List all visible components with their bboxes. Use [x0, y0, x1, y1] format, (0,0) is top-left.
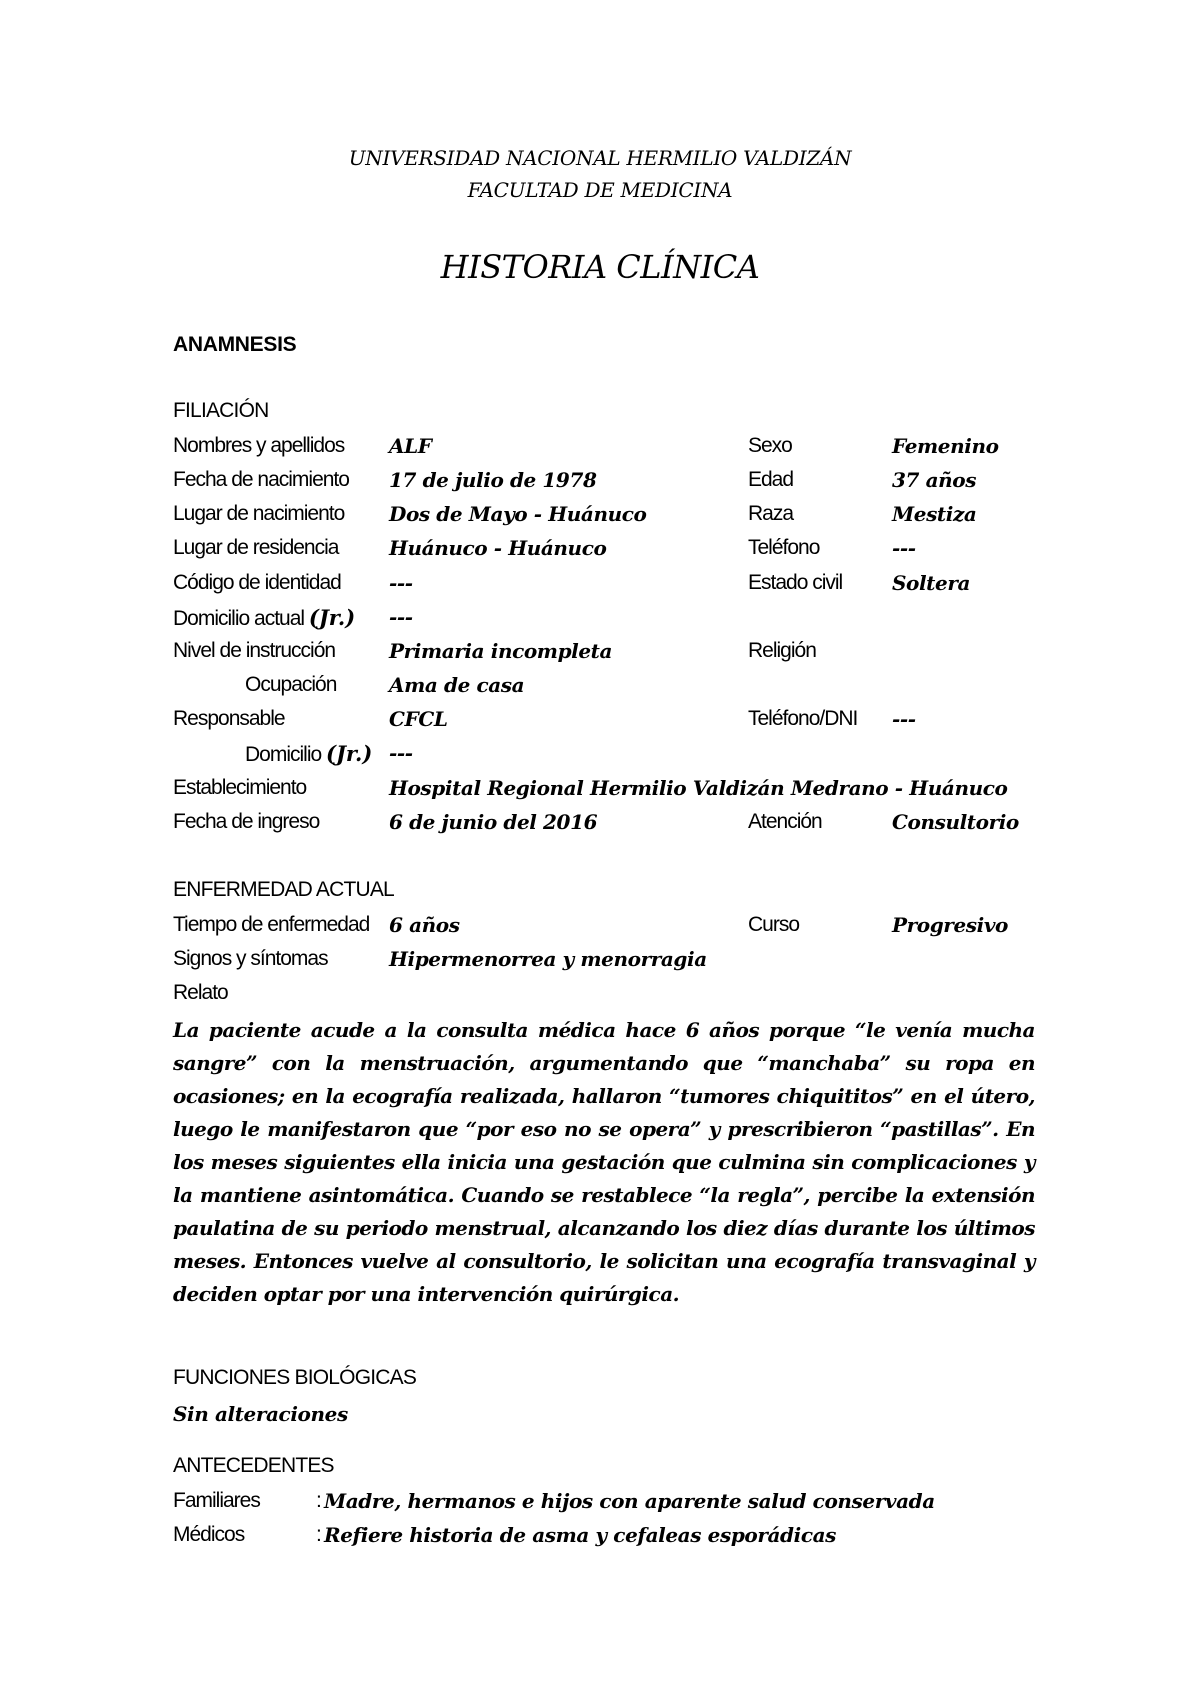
field-value: Hospital Regional Hermilio Valdizán Medrano - Huánuco — [389, 776, 1008, 800]
antecedentes-heading: ANTECEDENTES — [173, 1454, 334, 1477]
university-name: UNIVERSIDAD NACIONAL HERMILIO VALDIZÁN — [348, 146, 852, 170]
filiacion-row — [0, 776, 1200, 808]
field-value: Refiere historia de asma y cefaleas esporádicas — [324, 1523, 837, 1547]
filiacion-row — [0, 468, 1200, 500]
field-label: Edad — [748, 468, 794, 491]
antecedentes-row — [0, 1523, 1200, 1555]
relato-label: Relato — [173, 981, 228, 1004]
field-label: Ocupación — [245, 673, 337, 696]
field-value: ALF — [389, 434, 432, 458]
field-label: Curso — [748, 913, 800, 936]
field-value: 6 años — [389, 913, 460, 937]
field-value: Ama de casa — [389, 673, 525, 697]
field-value: Primaria incompleta — [389, 639, 613, 663]
faculty-name: FACULTAD DE MEDICINA — [467, 178, 733, 202]
field-label: Nivel de instrucción — [173, 639, 336, 662]
relato-label-row — [0, 981, 1200, 1013]
field-label: Tiempo de enfermedad — [173, 913, 370, 936]
anamnesis-heading: ANAMNESIS — [173, 333, 297, 356]
field-label: Responsable — [173, 707, 285, 730]
field-label: Sexo — [748, 434, 792, 457]
field-value: Soltera — [892, 571, 971, 595]
field-colon: : — [316, 1489, 322, 1512]
field-label — [173, 605, 355, 631]
field-value: Mestiza — [892, 502, 977, 526]
field-label: Atención — [748, 810, 822, 833]
field-label: Médicos — [173, 1523, 245, 1546]
filiacion-row — [0, 502, 1200, 534]
field-label: Código de identidad — [173, 571, 341, 594]
field-label-text: Domicilio actual — [173, 607, 305, 630]
field-value: --- — [892, 707, 916, 731]
filiacion-row — [0, 639, 1200, 671]
filiacion-row — [0, 810, 1200, 842]
filiacion-row — [0, 434, 1200, 466]
field-value: Femenino — [892, 434, 999, 458]
enfermedad-row — [0, 913, 1200, 945]
field-colon: : — [316, 1523, 322, 1546]
enfermedad-actual-heading: ENFERMEDAD ACTUAL — [173, 878, 394, 901]
field-value: Huánuco - Huánuco — [389, 536, 607, 560]
field-value: Progresivo — [892, 913, 1008, 937]
field-label: Signos y síntomas — [173, 947, 328, 970]
relato-paragraph: La paciente acude a la consulta médica hace 6 años porque “le venía mucha sangre” con la menstruación, argumentando que “manchaba” su ropa en ocasiones; en la ecografía realizada, hallaron “tumores chiquititos” en el útero, luego le manifestaron que “por eso no se opera” y prescribieron “pastillas”. En los meses siguientes ella inicia una gestación que culmina sin complicaciones y la mantiene asintomática. Cuando se restablece “la regla”, percibe la extensión paulatina de su periodo menstrual, alcanzando los diez días durante los últimos meses. Entonces vuelve al consultorio, le solicitan una ecografía transvaginal y deciden optar por una intervención quirúrgica. — [173, 1018, 1035, 1306]
document-title: HISTORIA CLÍNICA — [440, 248, 760, 286]
filiacion-row — [0, 741, 1200, 773]
field-value: 37 años — [892, 468, 977, 492]
filiacion-row — [0, 673, 1200, 705]
enfermedad-row — [0, 947, 1200, 979]
funciones-biologicas-heading: FUNCIONES BIOLÓGICAS — [173, 1366, 417, 1389]
field-label: Fecha de ingreso — [173, 810, 320, 833]
field-value: CFCL — [389, 707, 448, 731]
field-label: Lugar de nacimiento — [173, 502, 345, 525]
filiacion-row — [0, 605, 1200, 637]
field-label: Nombres y apellidos — [173, 434, 345, 457]
field-label: Estado civil — [748, 571, 843, 594]
field-label-suffix: (Jr.) — [326, 741, 373, 766]
filiacion-heading: FILIACIÓN — [173, 399, 269, 422]
field-label-suffix: (Jr.) — [308, 605, 356, 630]
field-value: --- — [389, 741, 413, 765]
field-label: Teléfono/DNI — [748, 707, 858, 730]
field-value: --- — [389, 605, 413, 629]
filiacion-row — [0, 707, 1200, 739]
field-label: Raza — [748, 502, 794, 525]
filiacion-row — [0, 536, 1200, 568]
field-label: Teléfono — [748, 536, 820, 559]
field-value: Madre, hermanos e hijos con aparente salud conservada — [324, 1489, 935, 1513]
field-label-text: Domicilio — [245, 743, 322, 766]
field-label: Familiares — [173, 1489, 260, 1512]
field-value: 17 de julio de 1978 — [389, 468, 597, 492]
funciones-biologicas-value: Sin alteraciones — [173, 1402, 348, 1426]
antecedentes-row — [0, 1489, 1200, 1521]
field-label: Fecha de nacimiento — [173, 468, 349, 491]
filiacion-row — [0, 571, 1200, 603]
field-value: Hipermenorrea y menorragia — [389, 947, 707, 971]
field-label: Lugar de residencia — [173, 536, 339, 559]
field-value: Consultorio — [892, 810, 1019, 834]
field-label: Establecimiento — [173, 776, 307, 799]
field-value: Dos de Mayo - Huánuco — [389, 502, 647, 526]
field-value: --- — [892, 536, 916, 560]
field-label — [245, 741, 372, 767]
field-value: 6 de junio del 2016 — [389, 810, 598, 834]
field-value: --- — [389, 571, 413, 595]
field-label: Religión — [748, 639, 816, 662]
